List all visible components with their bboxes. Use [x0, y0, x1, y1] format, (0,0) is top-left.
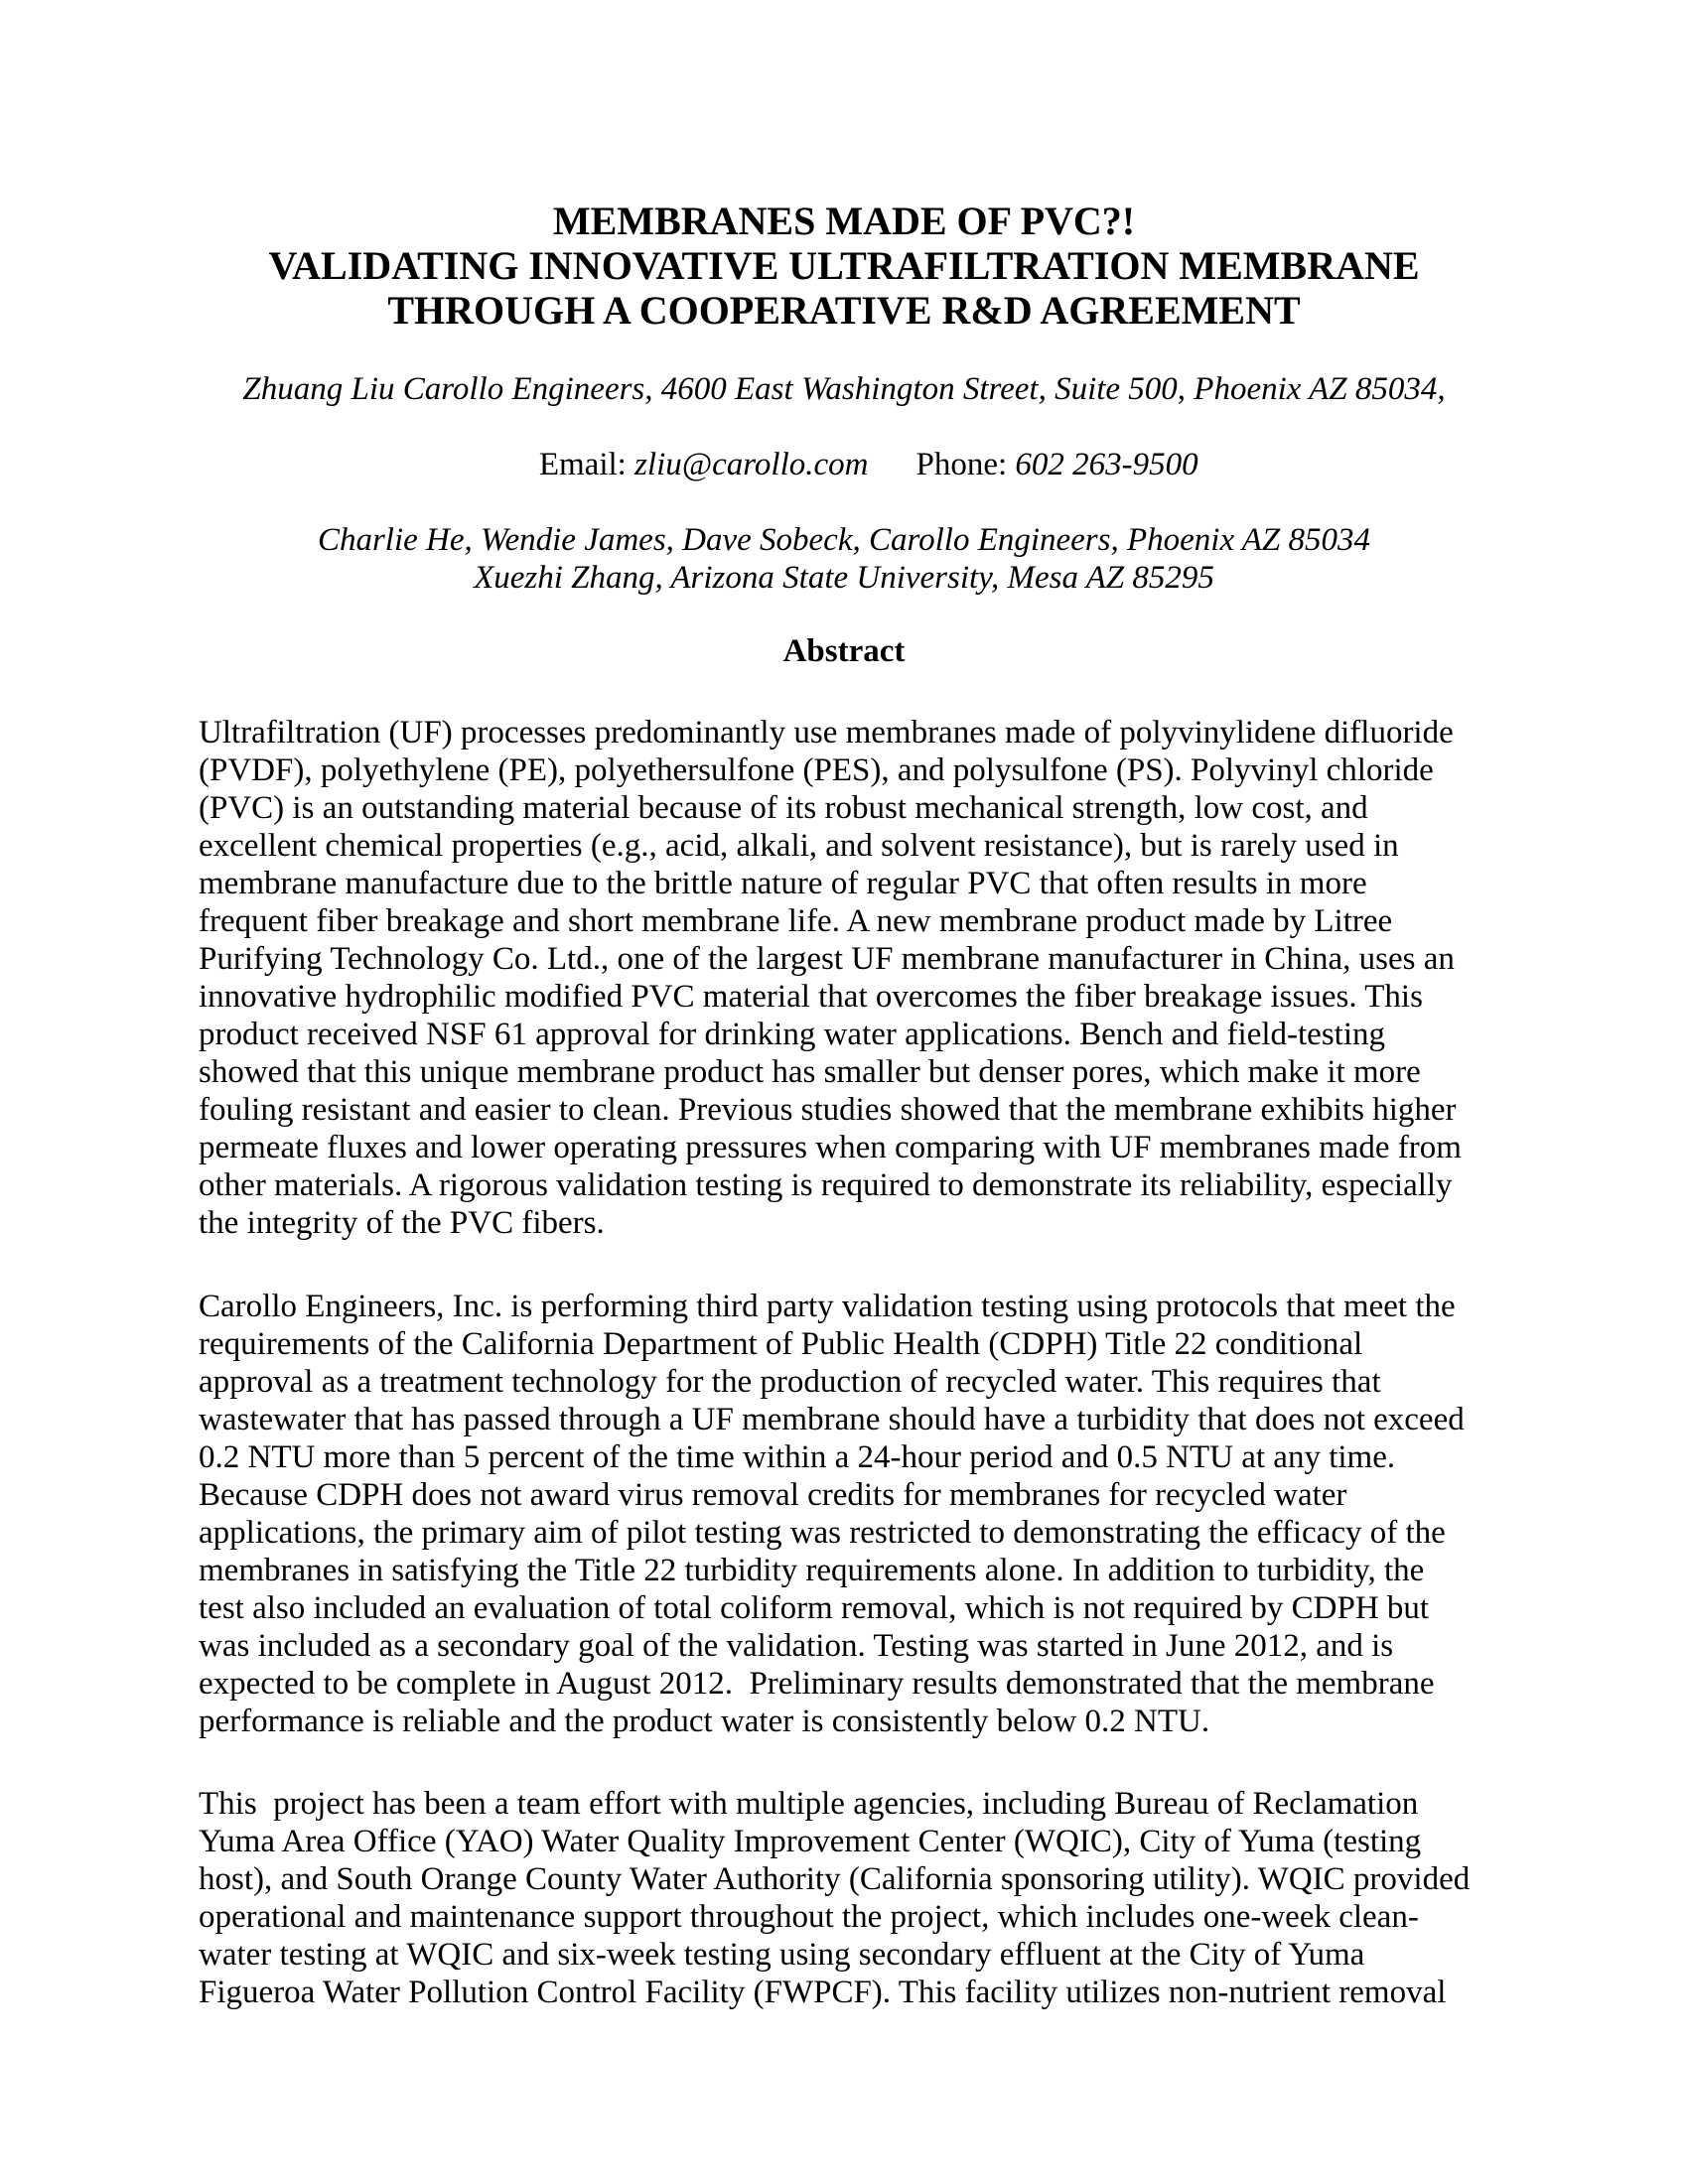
text-line: expected to be complete in August 2012. Preliminary results demonstrated that the membrane	[199, 1666, 1435, 1702]
author-contact-line	[199, 408, 1489, 521]
text-line: (PVC) is an outstanding material because of its robust mechanical strength, low cost, and	[199, 790, 1368, 826]
text-line: Ultrafiltration (UF) processes predominantly use membranes made of polyvinylidene difluoride	[199, 715, 1454, 751]
text-line: Yuma Area Office (YAO) Water Quality Improvement Center (WQIC), City of Yuma (testing	[199, 1824, 1422, 1859]
paper-title-line-3: THROUGH A COOPERATIVE R&D AGREEMENT	[387, 288, 1301, 333]
author-line-3: Charlie He, Wendie James, Dave Sobeck, Carollo Engineers, Phoenix AZ 85034	[317, 522, 1371, 558]
email-value: zliu@carollo.com	[634, 447, 869, 482]
text-line: (PVDF), polyethylene (PE), polyethersulfone (PES), and polysulfone (PS). Polyvinyl chloride	[199, 752, 1434, 788]
text-line: was included as a secondary goal of the validation. Testing was started in June 2012, and is	[199, 1628, 1394, 1664]
text-line: membranes in satisfying the Title 22 turbidity requirements alone. In addition to turbidity, the	[199, 1553, 1425, 1588]
text-line: the integrity of the PVC fibers.	[199, 1205, 605, 1241]
text-line: 0.2 NTU more than 5 percent of the time within a 24-hour period and 0.5 NTU at any time.	[199, 1439, 1396, 1475]
author-line-4: Xuezhi Zhang, Arizona State University, Mesa AZ 85295	[474, 560, 1214, 596]
text-line: permeate fluxes and lower operating pressures when comparing with UF membranes made from	[199, 1130, 1462, 1165]
text-line: membrane manufacture due to the brittle nature of regular PVC that often results in more	[199, 866, 1367, 901]
text-line: Purifying Technology Co. Ltd., one of the largest UF membrane manufacturer in China, uses an	[199, 941, 1455, 977]
author-line-1: Zhuang Liu Carollo Engineers, 4600 East Washington Street, Suite 500, Phoenix AZ 85034,	[242, 371, 1446, 407]
paper-title	[199, 199, 1489, 333]
text-line: host), and South Orange County Water Authority (California sponsoring utility). WQIC provided	[199, 1861, 1471, 1897]
text-line: This project has been a team effort with multiple agencies, including Bureau of Reclamation	[199, 1786, 1419, 1822]
text-line: test also included an evaluation of total coliform removal, which is not required by CDPH but	[199, 1590, 1430, 1626]
phone-value: 602 263-9500	[1015, 447, 1198, 482]
text-line: operational and maintenance support throughout the project, which includes one-week clean-	[199, 1899, 1419, 1935]
text-line: Figueroa Water Pollution Control Facility (FWPCF). This facility utilizes non-nutrient removal	[199, 1975, 1447, 2010]
email-label: Email:	[538, 447, 635, 482]
text-line: performance is reliable and the product water is consistently below 0.2 NTU.	[199, 1704, 1210, 1739]
abstract-paragraph-2	[199, 1288, 1489, 1740]
paper-title-line-1: MEMBRANES MADE OF PVC?!	[552, 199, 1136, 243]
text-line: water testing at WQIC and six-week testing using secondary effluent at the City of Yuma	[199, 1937, 1365, 1973]
text-line: other materials. A rigorous validation testing is required to demonstrate its reliability, especially	[199, 1167, 1453, 1203]
phone-label: Phone:	[915, 447, 1016, 482]
text-line: product received NSF 61 approval for drinking water applications. Bench and field-testing	[199, 1017, 1385, 1052]
text-line: applications, the primary aim of pilot testing was restricted to demonstrating the efficacy of the	[199, 1515, 1446, 1551]
text-line: excellent chemical properties (e.g., acid, alkali, and solvent resistance), but is rarely used in	[199, 828, 1399, 864]
text-line: Carollo Engineers, Inc. is performing third party validation testing using protocols that meet the	[199, 1289, 1456, 1324]
text-line: requirements of the California Department of Public Health (CDPH) Title 22 conditional	[199, 1326, 1363, 1362]
text-line: showed that this unique membrane product has smaller but denser pores, which make it more	[199, 1054, 1421, 1090]
text-line: Because CDPH does not award virus removal credits for membranes for recycled water	[199, 1477, 1347, 1513]
text-line: fouling resistant and easier to clean. Previous studies showed that the membrane exhibits higher	[199, 1092, 1457, 1128]
text-line: frequent fiber breakage and short membrane life. A new membrane product made by Litree	[199, 903, 1393, 939]
abstract-heading: Abstract	[782, 633, 906, 669]
abstract-paragraph-1	[199, 714, 1489, 1242]
text-line: innovative hydrophilic modified PVC material that overcomes the fiber breakage issues. This	[199, 979, 1423, 1015]
author-block	[199, 370, 1489, 597]
text-line: wastewater that has passed through a UF membrane should have a turbidity that does not exceed	[199, 1402, 1465, 1437]
paper-title-line-2: VALIDATING INNOVATIVE ULTRAFILTRATION MEMBRANE	[268, 243, 1420, 288]
text-line: approval as a treatment technology for the production of recycled water. This requires that	[199, 1364, 1381, 1400]
abstract-paragraph-3	[199, 1785, 1489, 2011]
